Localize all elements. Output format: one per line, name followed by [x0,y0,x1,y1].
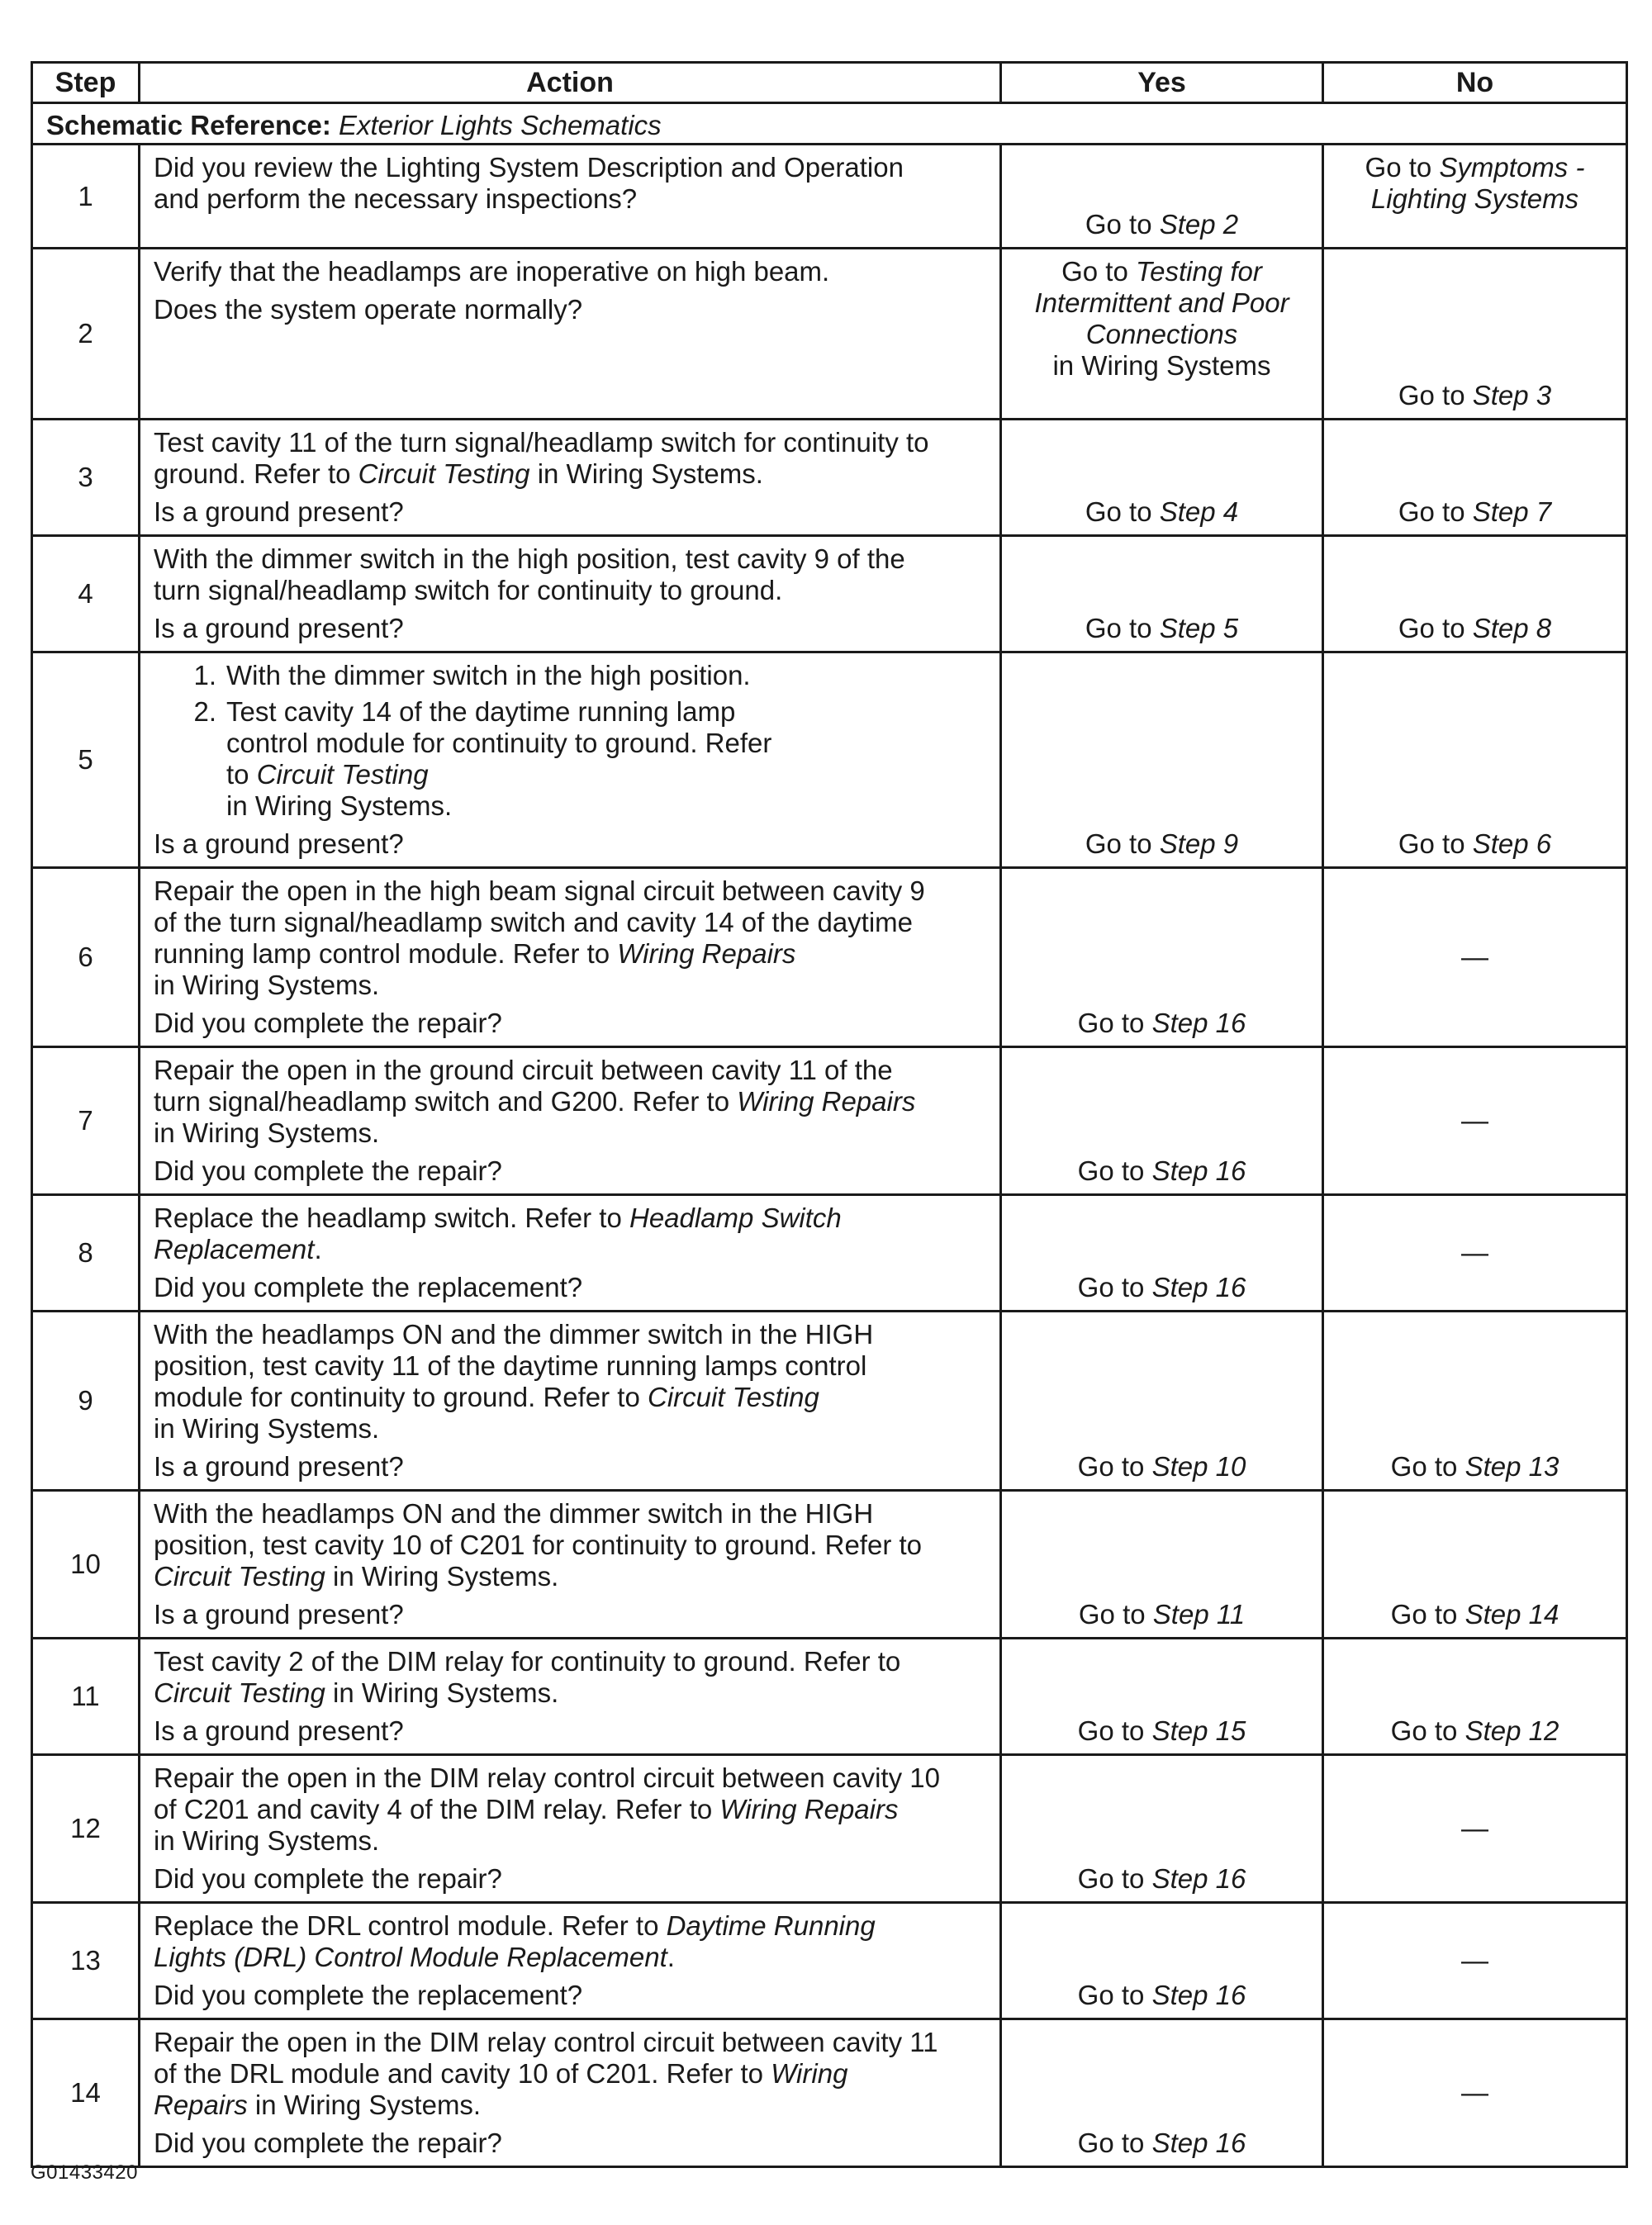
action-link[interactable]: Headlamp Switch Replacement [154,1203,842,1264]
no-cell [1323,1047,1627,1195]
yes-cell [1001,2019,1323,2167]
yes-prefix: Go to [1077,1863,1152,1894]
schematic-reference-link[interactable]: Exterior Lights Schematics [339,109,662,140]
step-number: 10 [32,1491,140,1639]
action-line: of C201 and cavity 4 of the DIM relay. Refer to [154,1794,713,1824]
yes-prefix: Go to [1077,1272,1152,1302]
action-question: Is a ground present? [154,828,404,859]
yes-prefix: Go to [1077,1715,1152,1746]
action-line: turn signal/headlamp switch for continuity to ground. [154,575,783,605]
no-prefix: Go to [1390,1451,1465,1482]
action-line: Verify that the headlamps are inoperative on high beam. [154,256,830,287]
action-link[interactable]: Circuit Testing [154,1561,325,1592]
action-question: Did you complete the repair? [154,1863,502,1894]
yes-link[interactable]: Step 15 [1151,1715,1246,1746]
action-line: Repair the open in the ground circuit between cavity 11 of the [154,1055,893,1085]
yes-link[interactable]: Testing for Intermittent and Poor Connections [1034,256,1289,349]
action-cell [140,1755,1001,1903]
step-number: 7 [32,1047,140,1195]
table-row [32,1047,1627,1195]
table-row [32,536,1627,652]
action-link[interactable]: Wiring Repairs [737,1086,916,1117]
table-row [32,1755,1627,1903]
yes-link[interactable]: Step 16 [1151,1863,1246,1894]
list-item-number: 2. [193,696,216,727]
action-question: Did you complete the repair? [154,1008,502,1038]
action-line: Repair the open in the DIM relay control circuit between cavity 11 [154,2027,938,2057]
yes-prefix: Go to [1061,256,1136,287]
table-row [32,1639,1627,1755]
yes-cell [1001,249,1323,420]
action-line: With the headlamps ON and the dimmer switch in the HIGH [154,1498,874,1529]
action-link[interactable]: Circuit Testing [648,1382,819,1412]
action-suffix: in Wiring Systems. [154,970,380,1000]
action-line: of the turn signal/headlamp switch and cavity 14 of the daytime [154,907,914,937]
schematic-reference-row [32,103,1627,145]
no-link[interactable]: Symptoms - Lighting Systems [1370,152,1585,214]
no-cell [1323,1903,1627,2019]
action-line: Replace the headlamp switch. Refer to [154,1203,622,1233]
step-number: 1 [32,145,140,249]
no-cell [1323,2019,1627,2167]
no-cell [1323,1195,1627,1312]
yes-link[interactable]: Step 16 [1151,2128,1246,2158]
yes-cell [1001,652,1323,868]
no-dash: — [1461,2077,1488,2108]
action-cell [140,1491,1001,1639]
action-link[interactable]: Circuit Testing [154,1677,325,1708]
yes-cell [1001,868,1323,1047]
no-prefix: Go to [1398,380,1473,410]
action-question: Did you complete the replacement? [154,1980,583,2010]
yes-cell [1001,1903,1323,2019]
action-suffix: in Wiring Systems. [325,1561,559,1592]
action-cell [140,249,1001,420]
action-line: Repair the open in the DIM relay control circuit between cavity 10 [154,1762,940,1793]
table-row [32,249,1627,420]
yes-prefix: Go to [1077,1008,1152,1038]
action-question: Did you complete the replacement? [154,1272,583,1302]
action-line: With the dimmer switch in the high position, test cavity 9 of the [154,543,905,574]
action-line: of the DRL module and cavity 10 of C201. Refer to [154,2058,764,2089]
action-cell [140,1312,1001,1491]
action-cell [140,1195,1001,1312]
action-link[interactable]: Circuit Testing [358,458,530,489]
no-cell [1323,249,1627,420]
yes-link[interactable]: Step 4 [1159,496,1239,527]
no-prefix: Go to [1398,496,1473,527]
step-number: 6 [32,868,140,1047]
table-row [32,145,1627,249]
table-row [32,1195,1627,1312]
action-question: Did you complete the repair? [154,1155,502,1186]
action-suffix: in Wiring Systems. [154,1413,380,1444]
action-line: Did you review the Lighting System Description and Operation [154,152,904,183]
action-link[interactable]: Wiring Repairs [617,938,796,969]
header-no: No [1323,63,1627,103]
action-suffix: in Wiring Systems. [325,1677,559,1708]
action-question: Did you complete the repair? [154,2128,502,2158]
no-prefix: Go to [1390,1599,1465,1630]
yes-link[interactable]: Step 5 [1159,613,1239,643]
action-cell [140,2019,1001,2167]
table-row [32,1903,1627,2019]
action-question: Is a ground present? [154,613,404,643]
table-row [32,1491,1627,1639]
action-suffix: in Wiring Systems. [226,790,453,821]
no-cell [1323,868,1627,1047]
action-line: Replace the DRL control module. Refer to [154,1910,659,1941]
action-suffix: . [314,1234,322,1264]
no-link[interactable]: Step 3 [1472,380,1552,410]
action-cell [140,536,1001,652]
action-line: Test cavity 2 of the DIM relay for continuity to ground. Refer to [154,1646,901,1677]
action-line: running lamp control module. Refer to [154,938,610,969]
action-line: ground. Refer to [154,458,351,489]
step-number: 8 [32,1195,140,1312]
no-prefix: Go to [1365,152,1440,183]
step-number: 14 [32,2019,140,2167]
yes-link[interactable]: Step 16 [1151,1272,1246,1302]
yes-prefix: Go to [1085,828,1160,859]
action-cell [140,1903,1001,2019]
no-cell [1323,1312,1627,1491]
action-line: Repair the open in the high beam signal circuit between cavity 9 [154,875,925,906]
action-link[interactable]: Daytime Running Lights (DRL) Control Module Replacement [154,1910,876,1972]
step-number: 11 [32,1639,140,1755]
yes-prefix: Go to [1085,209,1160,240]
action-link[interactable]: Wiring Repairs [719,1794,899,1824]
step-number: 3 [32,420,140,536]
action-cell [140,145,1001,249]
list-item [154,660,988,691]
action-line: and perform the necessary inspections? [154,183,638,214]
no-cell [1323,145,1627,249]
yes-prefix: Go to [1085,496,1160,527]
list-item-number: 1. [193,660,216,690]
action-cell [140,1639,1001,1755]
no-cell [1323,536,1627,652]
action-link[interactable]: Circuit Testing [256,759,429,790]
action-question: Is a ground present? [154,1715,404,1746]
step-number: 12 [32,1755,140,1903]
yes-link[interactable]: Step 2 [1159,209,1239,240]
action-line: module for continuity to ground. Refer to [154,1382,640,1412]
list-item-text: Test cavity 14 of the daytime running lamp control module for continuity to ground. Refer to [226,696,772,790]
yes-link[interactable]: Step 16 [1151,1980,1246,2010]
action-line: position, test cavity 11 of the daytime running lamps control [154,1350,867,1381]
no-prefix: Go to [1398,613,1473,643]
yes-cell [1001,1755,1323,1903]
no-dash: — [1461,1945,1488,1976]
no-link[interactable]: Step 13 [1464,1451,1559,1482]
schematic-reference [32,103,1627,145]
list-item [154,696,988,822]
action-line: Test cavity 11 of the turn signal/headlamp switch for continuity to [154,427,929,458]
yes-prefix: Go to [1078,1599,1153,1630]
yes-link[interactable]: Step 11 [1152,1599,1246,1630]
yes-cell [1001,536,1323,652]
header-yes: Yes [1001,63,1323,103]
header-action: Action [140,63,1001,103]
step-number: 9 [32,1312,140,1491]
no-dash: — [1461,942,1488,972]
action-suffix: in Wiring Systems. [154,1117,380,1148]
action-line: turn signal/headlamp switch and G200. Refer to [154,1086,730,1117]
header-row [32,63,1627,103]
yes-cell [1001,1491,1323,1639]
list-item-text: With the dimmer switch in the high position. [226,660,751,690]
table-row [32,1312,1627,1491]
no-dash: — [1461,1105,1488,1136]
yes-prefix: Go to [1077,2128,1152,2158]
no-link[interactable]: Step 6 [1472,828,1552,859]
action-suffix: in Wiring Systems. [529,458,763,489]
action-line: position, test cavity 10 of C201 for continuity to ground. Refer to [154,1530,923,1560]
no-link[interactable]: Step 7 [1472,496,1552,527]
yes-link[interactable]: Step 16 [1151,1155,1246,1186]
no-dash: — [1461,1237,1488,1268]
action-line: With the headlamps ON and the dimmer switch in the HIGH [154,1319,874,1350]
yes-link[interactable]: Step 16 [1151,1008,1246,1038]
action-suffix: . [667,1942,675,1972]
yes-cell [1001,1639,1323,1755]
action-question: Does the system operate normally? [154,294,583,325]
step-number: 2 [32,249,140,420]
yes-cell [1001,1312,1323,1491]
action-suffix: in Wiring Systems. [154,1825,380,1856]
yes-cell [1001,1195,1323,1312]
action-cell [140,420,1001,536]
yes-suffix: in Wiring Systems [1052,350,1271,381]
diagnostic-table [31,61,1628,2168]
yes-prefix: Go to [1077,1155,1152,1186]
table-row [32,868,1627,1047]
yes-prefix: Go to [1085,613,1160,643]
action-suffix: in Wiring Systems. [247,2090,482,2120]
action-cell [140,1047,1001,1195]
yes-cell [1001,1047,1323,1195]
action-cell [140,868,1001,1047]
action-question: Is a ground present? [154,1451,404,1482]
table-row [32,652,1627,868]
yes-cell [1001,145,1323,249]
no-link[interactable]: Step 12 [1464,1715,1559,1746]
yes-cell [1001,420,1323,536]
step-number: 5 [32,652,140,868]
no-cell [1323,1491,1627,1639]
table-row [32,420,1627,536]
action-link[interactable]: Wiring Repairs [154,2058,848,2120]
figure-id: G01433420 [31,2161,138,2184]
no-link[interactable]: Step 8 [1472,613,1552,643]
yes-prefix: Go to [1077,1980,1152,2010]
no-cell [1323,420,1627,536]
header-step: Step [32,63,140,103]
no-cell [1323,1639,1627,1755]
step-number: 13 [32,1903,140,2019]
no-dash: — [1461,1813,1488,1843]
yes-link[interactable]: Step 9 [1159,828,1239,859]
no-cell [1323,1755,1627,1903]
yes-link[interactable]: Step 10 [1151,1451,1246,1482]
action-question: Is a ground present? [154,1599,404,1630]
no-cell [1323,652,1627,868]
no-link[interactable]: Step 14 [1464,1599,1559,1630]
action-steps-list [154,660,988,822]
action-question: Is a ground present? [154,496,404,527]
schematic-reference-label: Schematic Reference: [46,109,331,140]
table-row [32,2019,1627,2167]
step-number: 4 [32,536,140,652]
action-cell [140,652,1001,868]
no-prefix: Go to [1398,828,1473,859]
yes-prefix: Go to [1077,1451,1152,1482]
no-prefix: Go to [1390,1715,1465,1746]
